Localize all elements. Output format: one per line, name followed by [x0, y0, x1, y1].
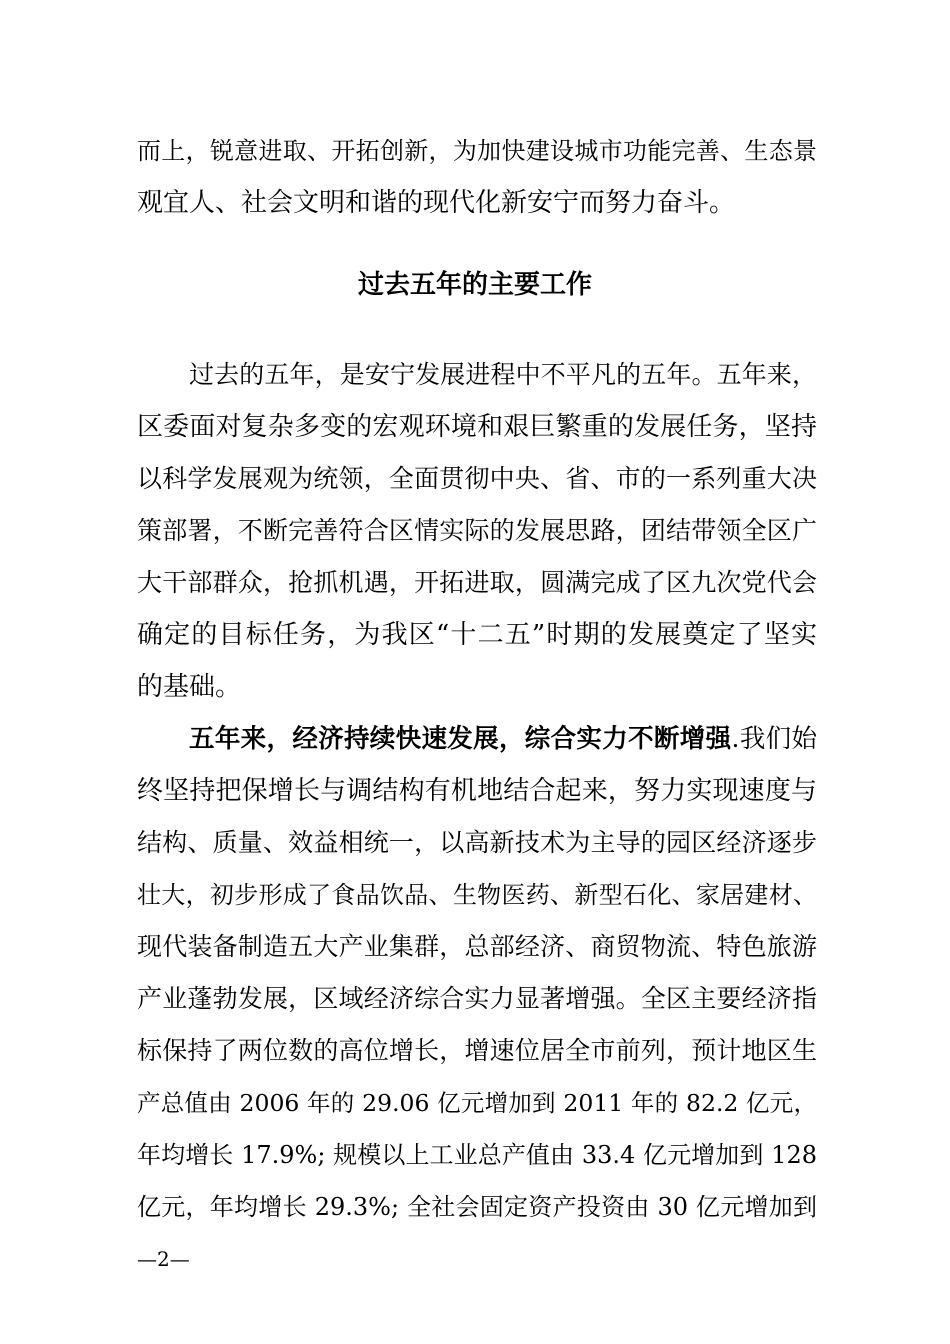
text-line: 策部署，不断完善符合区情实际的发展思路，团结带领全区广 — [137, 516, 817, 545]
text-line: 壮大，初步形成了食品饮品、生物医药、新型石化、家居建材、 — [137, 881, 817, 909]
page-number: —2— — [137, 1247, 190, 1271]
text-line — [189, 722, 817, 756]
text-line: 而上，锐意进取、开拓创新，为加快建设城市功能完善、生态景 — [137, 137, 817, 165]
section-heading: 过去五年的主要工作 — [357, 270, 592, 300]
text-line: 亿元，年均增长 29.3%; 全社会固定资产投资由 30 亿元增加到 — [137, 1193, 817, 1221]
paragraph-lead-bold: 五年来，经济持续快速发展，综合实力不断增强 — [189, 724, 732, 754]
text-line: 年均增长 17.9%; 规模以上工业总产值由 33.4 亿元增加到 128 — [137, 1141, 817, 1169]
text-line: 大干部群众，抢抓机遇，开拓进取，圆满完成了区九次党代会 — [137, 568, 817, 597]
text-line: 观宜人、社会文明和谐的现代化新安宁而努力奋斗。 — [137, 188, 736, 218]
text-line: 产总值由 2006 年的 29.06 亿元增加到 2011 年的 82.2 亿元， — [137, 1089, 817, 1117]
text-line: 区委面对复杂多变的宏观环境和艰巨繁重的发展任务，坚持 — [137, 412, 817, 442]
text-line: 过去的五年，是安宁发展进程中不平凡的五年。五年来， — [189, 360, 817, 389]
text-line: 产业蓬勃发展，区域经济综合实力显著增强。全区主要经济指 — [137, 984, 817, 1013]
text-line: 的基础。 — [137, 672, 242, 702]
text-line: 标保持了两位数的高位增长，增速位居全市前列，预计地区生 — [137, 1036, 817, 1065]
text-line: 现代装备制造五大产业集群，总部经济、商贸物流、特色旅游 — [137, 932, 817, 961]
text-line: 结构、质量、效益相统一，以高新技术为主导的园区经济逐步 — [137, 828, 817, 857]
text-line: 确定的目标任务，为我区“十二五”时期的发展奠定了坚实 — [137, 620, 817, 650]
text-line: 以科学发展观为统领，全面贯彻中央、省、市的一系列重大决 — [137, 464, 817, 493]
paragraph-lead-rest: .我们始 — [731, 724, 817, 754]
text-line: 终坚持把保增长与调结构有机地结合起来，努力实现速度与 — [137, 776, 817, 806]
